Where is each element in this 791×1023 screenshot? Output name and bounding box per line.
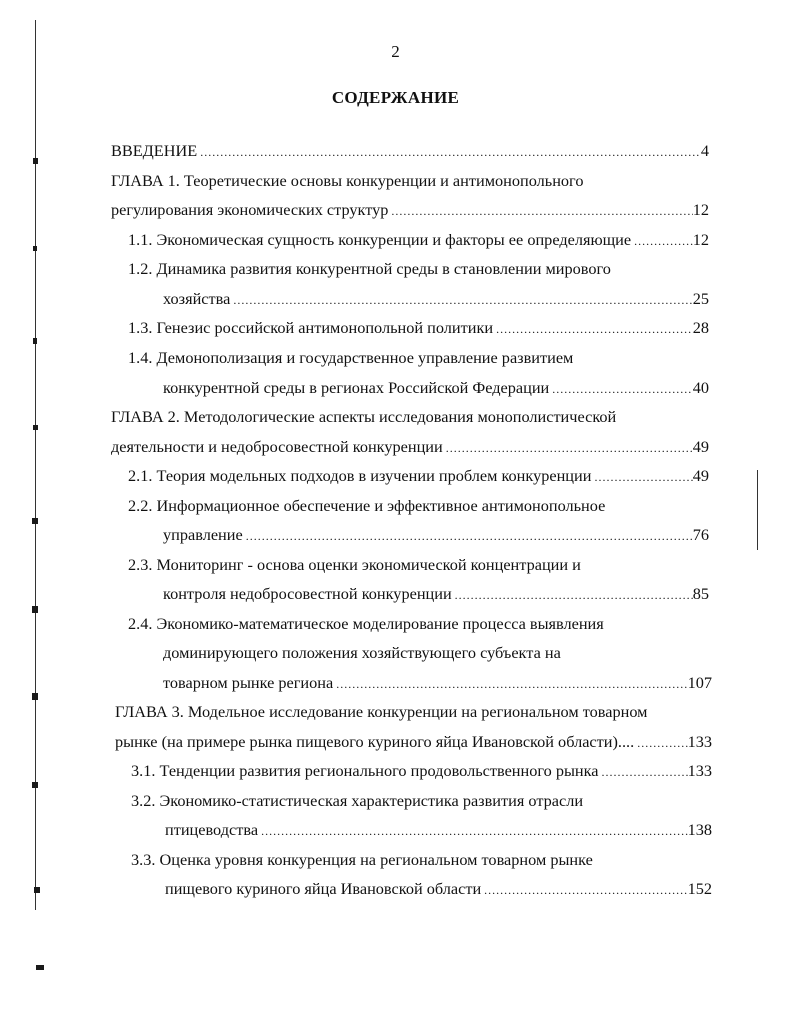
- toc-entry: [128, 465, 709, 487]
- toc-leader-dots: [443, 437, 693, 459]
- toc-leader-dots: [452, 584, 693, 606]
- toc-entry: [163, 288, 709, 310]
- toc-leader-dots: [599, 761, 688, 783]
- toc-entry-text: ГЛАВА 3. Модельное исследование конкуренции на региональном товарном: [115, 702, 648, 721]
- toc-entry-page: 152: [687, 879, 712, 898]
- toc-entry: [165, 878, 712, 900]
- toc-entry-text: ГЛАВА 1. Теоретические основы конкуренции и антимонопольного: [111, 171, 584, 190]
- toc-leader-dots: [591, 466, 692, 488]
- scan-mark: [33, 246, 37, 251]
- toc-leader-dots: [631, 230, 693, 252]
- page-number: 2: [391, 42, 400, 61]
- toc-entry: [128, 258, 611, 280]
- toc-leader-dots: [243, 525, 693, 547]
- toc-entry-text: 1.1. Экономическая сущность конкуренции и факторы ее определяющие: [128, 230, 632, 249]
- toc-leader-dots: [333, 673, 687, 695]
- scan-mark: [33, 158, 38, 164]
- scan-edge-line-right: [757, 470, 758, 550]
- toc-entry: [131, 849, 593, 871]
- toc-entry-text: 3.3. Оценка уровня конкуренция на региональном товарном рынке: [131, 850, 593, 869]
- toc-entry-text: конкурентной среды в регионах Российской Федерации: [163, 378, 550, 397]
- toc-entry-page: 133: [687, 761, 712, 780]
- toc-entry: [115, 701, 647, 723]
- toc-entry: [163, 672, 712, 694]
- toc-entry-text: контроля недобросовестной конкуренции: [163, 584, 452, 603]
- toc-entry: [131, 760, 712, 782]
- toc-entry-page: 107: [687, 673, 712, 692]
- toc-entry-text: ВВЕДЕНИЕ: [111, 141, 198, 160]
- toc-entry-page: 28: [692, 318, 709, 337]
- toc-entry-text: хозяйства: [163, 289, 231, 308]
- scan-mark: [34, 887, 40, 893]
- toc-entry-page: 138: [687, 820, 712, 839]
- toc-entry: [128, 554, 581, 576]
- toc-entry: [128, 317, 709, 339]
- toc-entry-page: 133: [687, 732, 712, 751]
- scan-mark: [36, 965, 44, 970]
- toc-entry-text: 2.1. Теория модельных подходов в изучении проблем конкуренции: [128, 466, 592, 485]
- toc-entry: [111, 436, 709, 458]
- toc-leader-dots: [481, 879, 687, 901]
- toc-entry-text: управление: [163, 525, 243, 544]
- toc-entry-page: 49: [692, 437, 709, 456]
- toc-entry-text: птицеводства: [165, 820, 259, 839]
- toc-entry-page: 40: [692, 378, 709, 397]
- scan-mark: [32, 782, 38, 788]
- scan-mark: [32, 606, 38, 613]
- toc-entry-text: 2.2. Информационное обеспечение и эффективное антимонопольное: [128, 496, 606, 515]
- toc-entry: [128, 613, 604, 635]
- toc-entry-text: доминирующего положения хозяйствующего субъекта на: [163, 643, 561, 662]
- page-title: СОДЕРЖАНИЕ: [331, 88, 460, 107]
- toc-leader-dots: [197, 141, 701, 163]
- toc-entry: [111, 406, 616, 428]
- scan-mark: [32, 693, 38, 700]
- toc-entry: [115, 731, 712, 753]
- toc-entry-text: 2.3. Мониторинг - основа оценки экономической концентрации и: [128, 555, 581, 574]
- toc-entry-page: 76: [692, 525, 709, 544]
- toc-entry-text: 1.4. Демонополизация и государственное управление развитием: [128, 348, 574, 367]
- toc-entry-page: 4: [700, 141, 709, 160]
- toc-entry-text: ГЛАВА 2. Методологические аспекты исследования монополистической: [111, 407, 617, 426]
- toc-entry-text: 3.1. Тенденции развития регионального продовольственного рынка: [131, 761, 599, 780]
- toc-entry: [128, 495, 605, 517]
- toc-entry-text: 2.4. Экономико-математическое моделирование процесса выявления: [128, 614, 604, 633]
- toc-entry-text: пищевого куриного яйца Ивановской области: [165, 879, 482, 898]
- toc-entry: [128, 347, 573, 369]
- toc-entry-text: деятельности и недобросовестной конкуренции: [111, 437, 443, 456]
- toc-entry-text: 1.2. Динамика развития конкурентной среды в становлении мирового: [128, 259, 611, 278]
- toc-entry: [111, 199, 709, 221]
- toc-leader-dots: [230, 289, 692, 311]
- toc-entry-page: 49: [692, 466, 709, 485]
- toc-entry-text: 1.3. Генезис российской антимонопольной политики: [128, 318, 494, 337]
- toc-entry: [165, 819, 712, 841]
- scan-edge-line: [35, 20, 36, 910]
- scan-mark: [32, 518, 38, 524]
- toc-entry: [163, 642, 561, 664]
- scan-mark: [33, 338, 37, 344]
- toc-entry: [111, 170, 583, 192]
- scan-mark: [33, 425, 38, 430]
- toc-entry-text: товарном рынке региона: [163, 673, 334, 692]
- toc-entry-page: 12: [692, 200, 709, 219]
- toc-entry-page: 25: [692, 289, 709, 308]
- toc-entry: [128, 229, 709, 251]
- toc-entry: [111, 140, 709, 162]
- toc-entry: [163, 524, 709, 546]
- toc-leader-dots: [388, 200, 692, 222]
- toc-entry: [163, 377, 709, 399]
- toc-entry-text: регулирования экономических структур: [111, 200, 389, 219]
- toc-entry-text: 3.2. Экономико-статистическая характеристика развития отрасли: [131, 791, 584, 810]
- toc-entry: [131, 790, 583, 812]
- toc-entry-page: 85: [692, 584, 709, 603]
- toc-entry: [163, 583, 709, 605]
- toc-leader-dots: [258, 820, 688, 842]
- toc-leader-dots: [549, 378, 692, 400]
- toc-entry-page: 12: [692, 230, 709, 249]
- toc-entry-text: рынке (на примере рынка пищевого куриного яйца Ивановской области)....: [115, 732, 635, 751]
- toc-leader-dots: [634, 732, 687, 754]
- toc-leader-dots: [493, 318, 693, 340]
